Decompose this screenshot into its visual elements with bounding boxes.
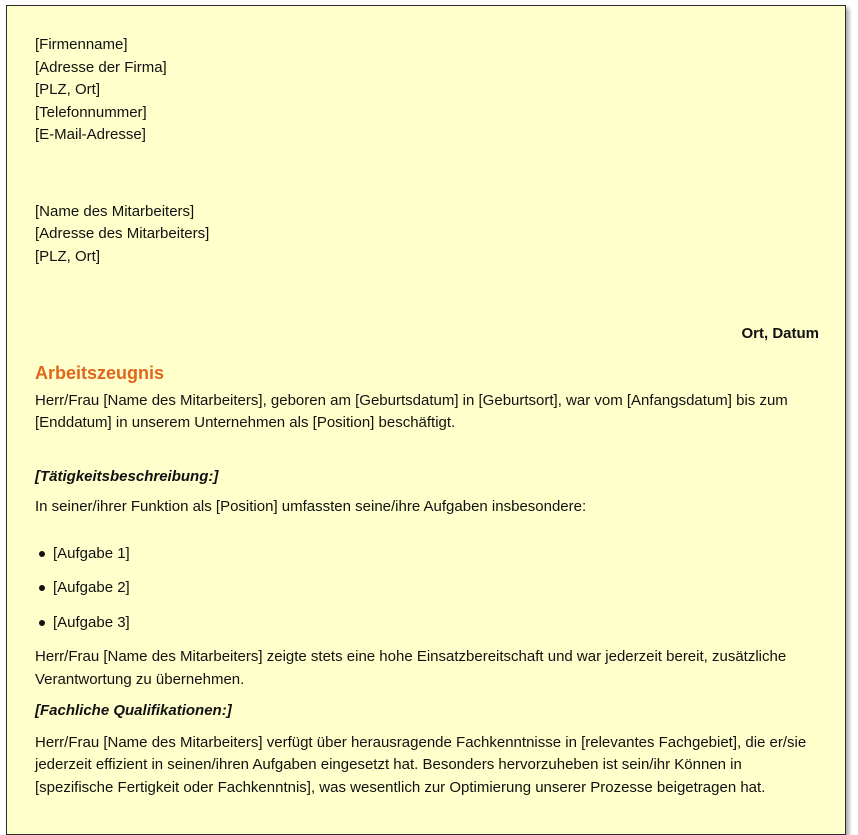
intro-line-2: [Enddatum] in unserem Unternehmen als [Position] beschäftigt. <box>35 414 456 431</box>
sender-email: [E-Mail-Adresse] <box>35 126 146 143</box>
document-page <box>6 5 846 835</box>
commitment-paragraph <box>35 646 819 691</box>
sender-block <box>35 34 819 147</box>
sender-company: [Firmenname] <box>35 36 128 53</box>
list-item <box>35 612 819 635</box>
list-item <box>35 543 819 566</box>
intro-line-1: Herr/Frau [Name des Mitarbeiters], geboren am [Geburtsdatum] in [Geburtsort], war vom [Anfangsdatum] bis zum <box>35 391 788 409</box>
commitment-line-2: Verantwortung zu übernehmen. <box>35 670 245 688</box>
task-label: [Aufgabe 3] <box>53 613 130 631</box>
recipient-name: [Name des Mitarbeiters] <box>35 202 195 220</box>
document-title: Arbeitszeugnis <box>35 362 165 383</box>
place-date: Ort, Datum <box>741 325 819 342</box>
intro-paragraph <box>35 390 819 435</box>
bullet-icon <box>39 585 45 591</box>
letter-content <box>35 34 819 799</box>
task-label: [Aufgabe 1] <box>53 544 130 562</box>
duties-heading: [Tätigkeitsbeschreibung:] <box>35 467 219 485</box>
sender-city: [PLZ, Ort] <box>35 81 101 98</box>
recipient-block <box>35 201 819 269</box>
qual-line-3: [spezifische Fertigkeit oder Fachkenntnis], was wesentlich zur Optimierung unserer Prozesse beigetragen hat. <box>35 778 766 796</box>
list-item <box>35 577 819 600</box>
task-label: [Aufgabe 2] <box>53 579 130 596</box>
bullet-icon <box>39 551 45 557</box>
qualifications-heading: [Fachliche Qualifikationen:] <box>35 702 232 719</box>
sender-address: [Adresse der Firma] <box>35 58 167 76</box>
recipient-address: [Adresse des Mitarbeiters] <box>35 225 210 242</box>
bullet-icon <box>39 620 45 626</box>
duties-intro: In seiner/ihrer Funktion als [Position] umfassten seine/ihre Aufgaben insbesondere: <box>35 498 587 515</box>
commitment-line-1: Herr/Frau [Name des Mitarbeiters] zeigte stets eine hohe Einsatzbereitschaft und war jederzeit bereit, zusätzliche <box>35 648 787 665</box>
qual-line-2: jederzeit effizient in seinen/ihren Aufgaben eingesetzt hat. Besonders hervorzuheben ist sein/ihr Können in <box>35 756 742 773</box>
qualifications-paragraph <box>35 732 819 800</box>
task-list <box>35 543 819 635</box>
recipient-city: [PLZ, Ort] <box>35 247 101 265</box>
sender-phone: [Telefonnummer] <box>35 103 147 121</box>
qual-line-1: Herr/Frau [Name des Mitarbeiters] verfügt über herausragende Fachkenntnisse in [relevantes Fachgebiet], die er/sie <box>35 733 807 751</box>
